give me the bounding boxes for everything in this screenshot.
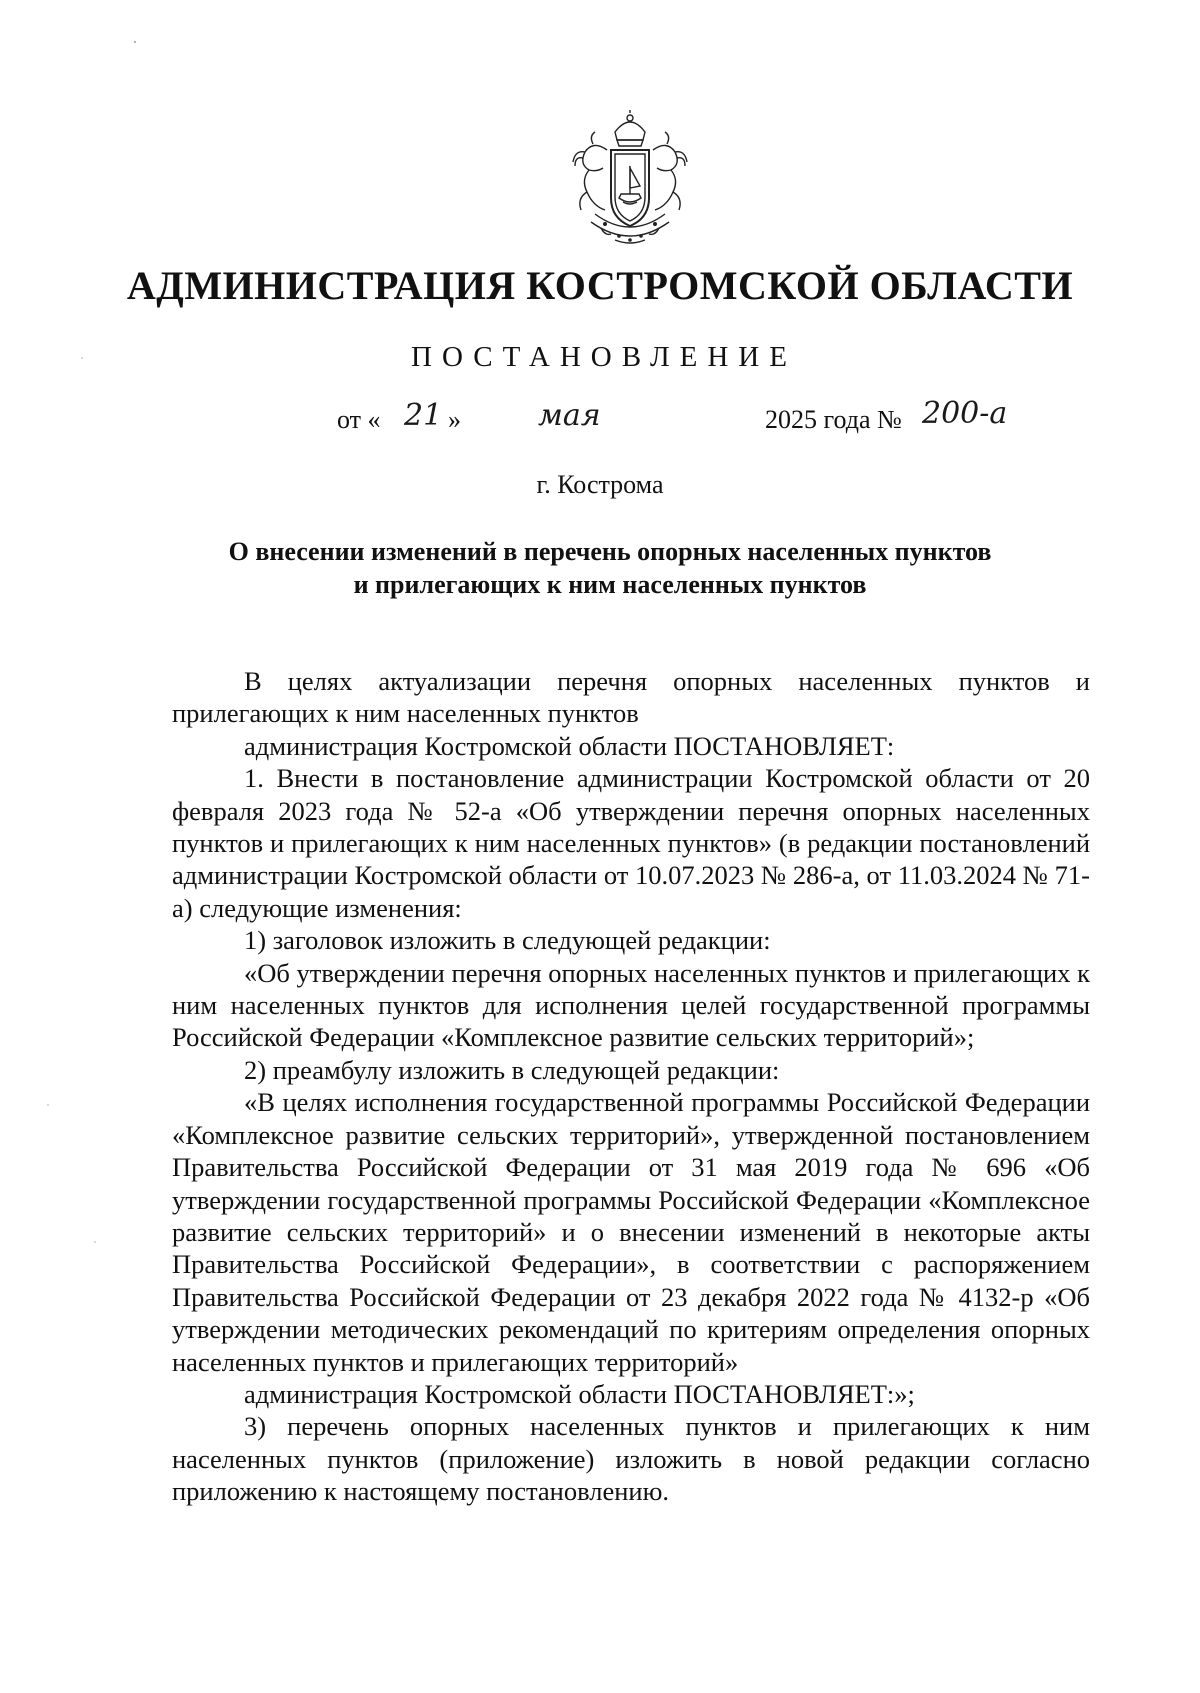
document-body bbox=[172, 665, 1090, 1508]
subject-line-1: О внесении изменений в перечень опорных населенных пунктов bbox=[228, 537, 992, 566]
date-month-handwritten: мая bbox=[538, 398, 601, 433]
organization-title: АДМИНИСТРАЦИЯ КОСТРОМСКОЙ ОБЛАСТИ bbox=[126, 263, 1074, 308]
date-prefix: от « bbox=[337, 405, 381, 434]
date-year-text: 2025 года № bbox=[765, 405, 902, 434]
paragraph-3: 1. Внести в постановление администрации Костромской области от 20 февраля 2023 года № 52-а «Об утверждении перечня опорных населенных пунктов и прилегающих к ним населенных пунктов» (в редакции постановлений администрации Костромской области от 10.07.2023 № 286-а, от 11.03.2024 № 71-а) следующие изменения: bbox=[172, 763, 1090, 923]
paragraph-4: 1) заголовок изложить в следующей редакции: bbox=[244, 925, 771, 956]
paragraph-8: администрация Костромской области ПОСТАНОВЛЯЕТ:»; bbox=[244, 1378, 915, 1409]
date-close-quote: » bbox=[448, 405, 461, 434]
document-subject bbox=[180, 535, 1040, 601]
paragraph-5: «Об утверждении перечня опорных населенных пунктов и прилегающих к ним населенных пунктов для исполнения целей государственной программы Российской Федерации «Комплексное развитие сельских территорий»; bbox=[172, 957, 1090, 1053]
kostroma-coat-of-arms-icon bbox=[545, 110, 715, 260]
document-number-handwritten: 200-а bbox=[922, 396, 1008, 431]
paragraph-7: «В целях исполнения государственной программы Российской Федерации «Комплексное развитие сельских территорий», утвержденной постановлением Правительства Российской Федерации от 31 мая 2019 года № 696 «Об утверждении государственной программы Российской Федерации «Комплексное развитие сельских территорий» и о внесении изменений в некоторые акты Правительства Российской Федерации», в соответствии с распоряжением Правительства Российской Федерации от 23 декабря 2022 года № 4132-р «Об утверждении методических рекомендаций по критериям определения опорных населенных пунктов и прилегающих территорий» bbox=[172, 1087, 1090, 1377]
paragraph-1: В целях актуализации перечня опорных населенных пунктов и прилегающих к ним населенных пунктов bbox=[172, 666, 1090, 729]
paragraph-2: администрация Костромской области ПОСТАНОВЛЯЕТ: bbox=[244, 730, 895, 761]
document-type: ПОСТАНОВЛЕНИЕ bbox=[411, 341, 797, 373]
date-day-handwritten: 21 bbox=[404, 398, 443, 433]
city-line: г. Кострома bbox=[536, 470, 664, 499]
paragraph-6: 2) преамбулу изложить в следующей редакции: bbox=[244, 1054, 780, 1085]
subject-line-2: и прилегающих к ним населенных пунктов bbox=[353, 570, 867, 599]
paragraph-9: 3) перечень опорных населенных пунктов и прилегающих к ним населенных пунктов (приложение) изложить в новой редакции согласно приложению к настоящему постановлению. bbox=[172, 1411, 1090, 1507]
